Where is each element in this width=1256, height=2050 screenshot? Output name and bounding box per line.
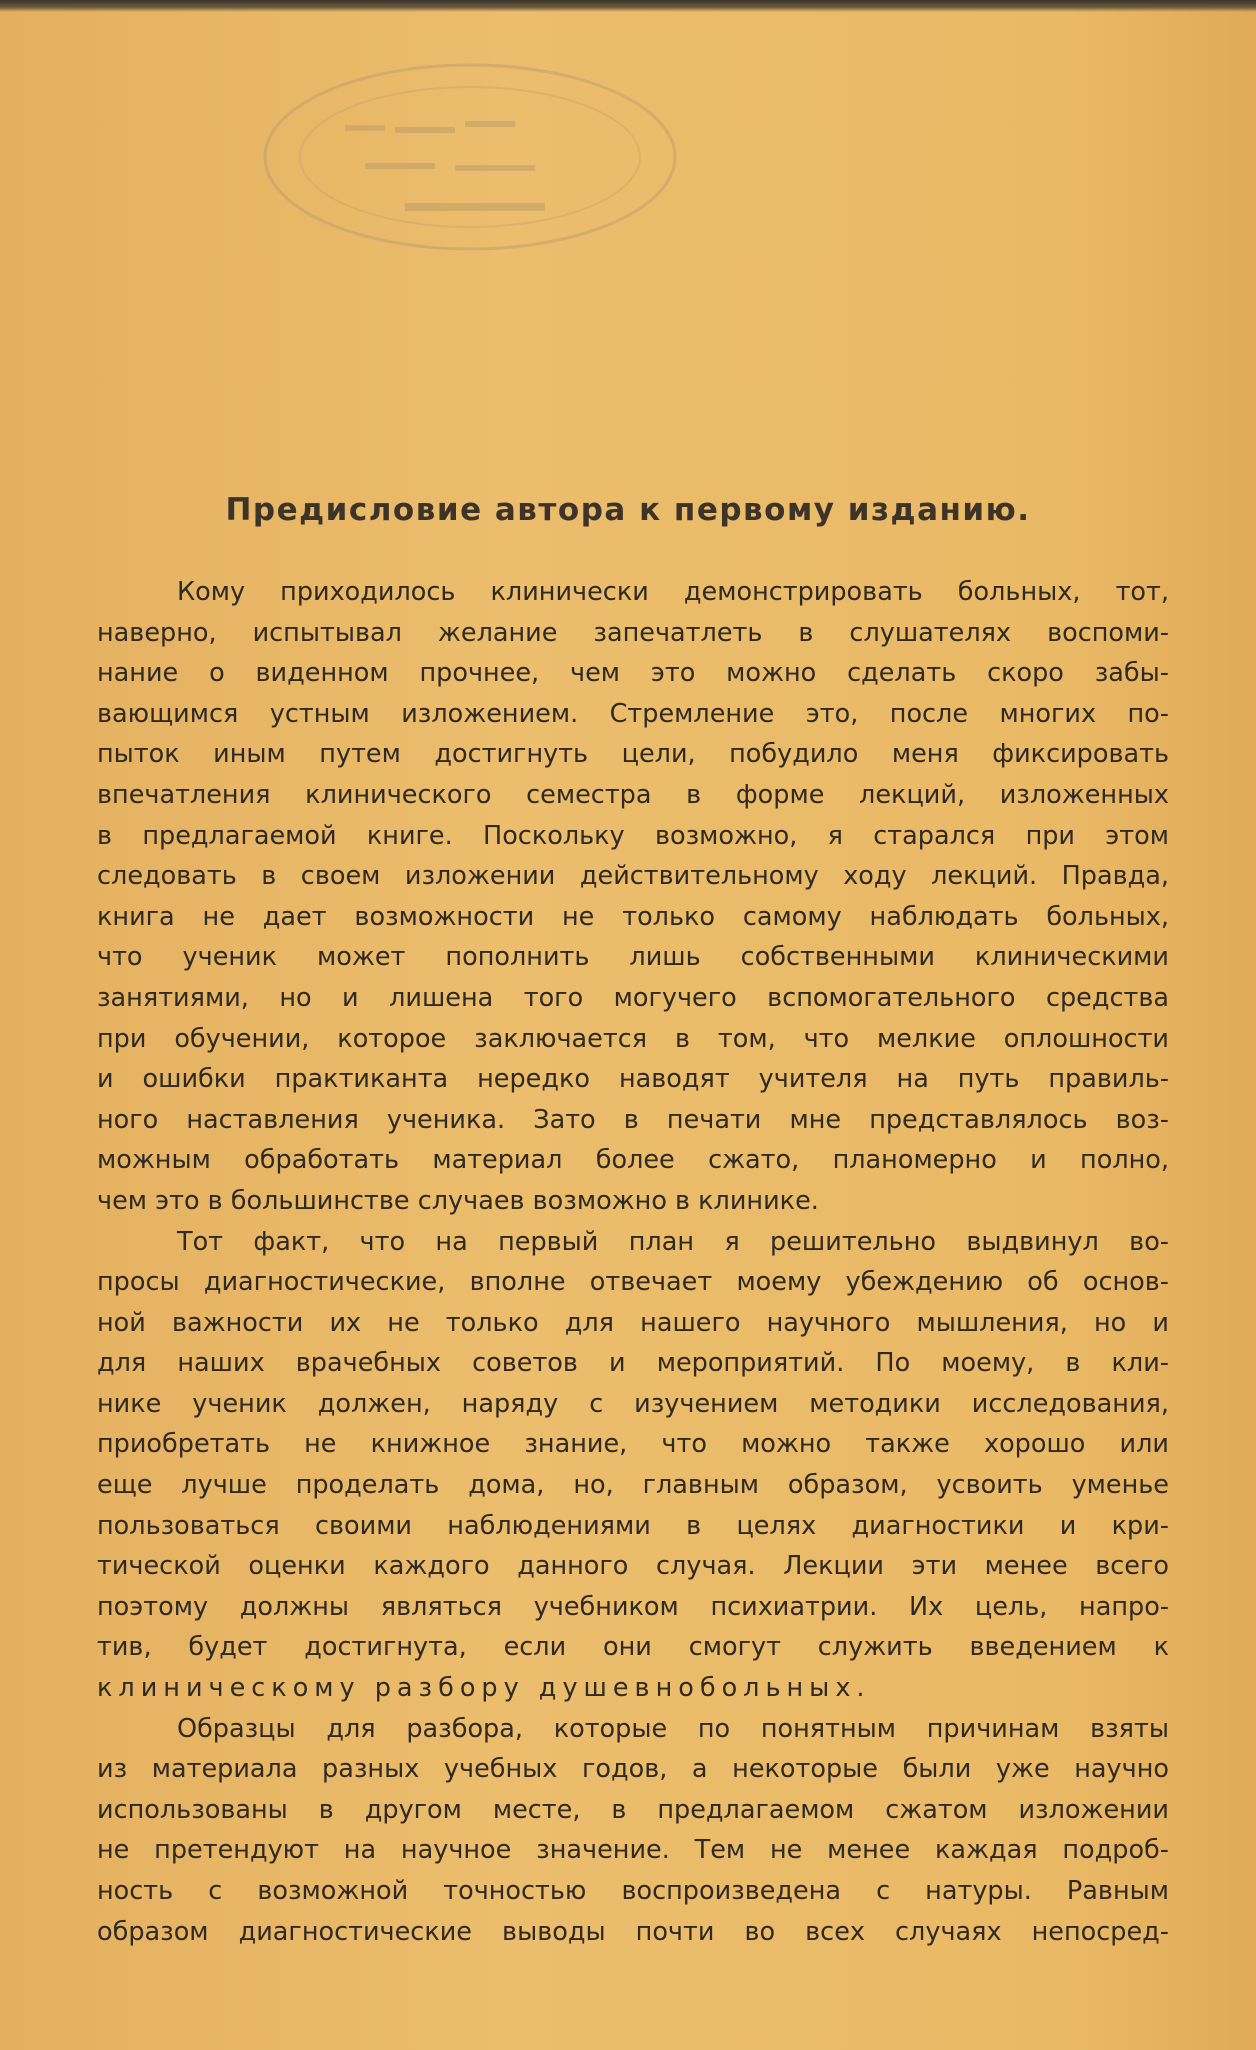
text-line: впечатления клинического семестра в форме лекций, изложенных [97, 779, 1169, 810]
text-line: тической оценки каждого данного случая. Лекции эти менее всего [97, 1551, 1169, 1582]
text-line: не претендуют на научное значение. Тем не менее каждая подроб- [97, 1835, 1169, 1866]
text-line: книга не дает возможности не только самому наблюдать больных, [97, 901, 1169, 932]
text-line: для наших врачебных советов и мероприятий. По моему, в кли- [97, 1348, 1169, 1379]
text-line: Образцы для разбора, которые по понятным причинам взяты [177, 1713, 1169, 1744]
text-line: при обучении, которое заключается в том, что мелкие оплошности [97, 1023, 1169, 1054]
text-line: ного наставления ученика. Зато в печати мне представлялось воз- [97, 1104, 1169, 1135]
text-line: можным обработать материал более сжато, планомерно и полно, [97, 1145, 1169, 1176]
paragraph-2 [97, 1222, 1169, 1709]
text-line: тив, будет достигнута, если они смогут служить введением к [97, 1632, 1169, 1663]
text-line: чем это в большинстве случаев возможно в клинике. [97, 1185, 819, 1216]
text-line: из материала разных учебных годов, а некоторые были уже научно [97, 1754, 1169, 1785]
preface-heading: Предисловие автора к первому изданию. [225, 492, 1031, 528]
text-line: пользоваться своими наблюдениями в целях диагностики и кри- [97, 1510, 1169, 1541]
text-line: клиническому разбору душевнобольных. [97, 1673, 871, 1704]
text-line: нание о виденном прочнее, чем это можно сделать скоро забы- [97, 658, 1169, 689]
paragraph-1 [97, 572, 1169, 1222]
text-line: Тот факт, что на первый план я решительно выдвинул во- [177, 1226, 1169, 1257]
text-line: приобретать не книжное знание, что можно также хорошо или [97, 1429, 1169, 1460]
text-line: что ученик может пополнить лишь собственными клиническими [97, 942, 1169, 973]
text-line: использованы в другом месте, в предлагаемом сжатом изложении [97, 1794, 1169, 1825]
library-stamp-icon [255, 55, 685, 260]
paragraph-3 [97, 1709, 1169, 1953]
text-line: ной важности их не только для нашего научного мышления, но и [97, 1307, 1169, 1338]
text-line: нике ученик должен, наряду с изучением методики исследования, [97, 1388, 1169, 1419]
text-line: Кому приходилось клинически демонстрировать больных, тот, [177, 577, 1169, 607]
text-line: пыток иным путем достигнуть цели, побудило меня фиксировать [97, 739, 1169, 770]
text-line: образом диагностические выводы почти во всех случаях непосред- [97, 1916, 1169, 1947]
text-line: поэтому должны являться учебником психиатрии. Их цель, напро- [97, 1591, 1169, 1622]
preface-body [97, 572, 1169, 1952]
text-line: занятиями, но и лишена того могучего вспомогательного средства [97, 982, 1169, 1013]
text-line: в предлагаемой книге. Поскольку возможно, я старался при этом [97, 820, 1169, 851]
text-line: вающимся устным изложением. Стремление это, после многих по- [97, 698, 1169, 729]
text-line: следовать в своем изложении действительному ходу лекций. Правда, [97, 861, 1169, 892]
text-line: наверно, испытывал желание запечатлеть в слушателях воспоми- [97, 617, 1169, 648]
page-top-edge [0, 0, 1256, 12]
text-line: просы диагностические, вполне отвечает моему убеждению об основ- [97, 1267, 1169, 1298]
text-line: и ошибки практиканта нередко наводят учителя на путь правиль- [97, 1064, 1169, 1095]
text-line: еще лучше проделать дома, но, главным образом, усвоить уменье [97, 1470, 1169, 1501]
text-line: ность с возможной точностью воспроизведена с натуры. Равным [97, 1876, 1169, 1906]
